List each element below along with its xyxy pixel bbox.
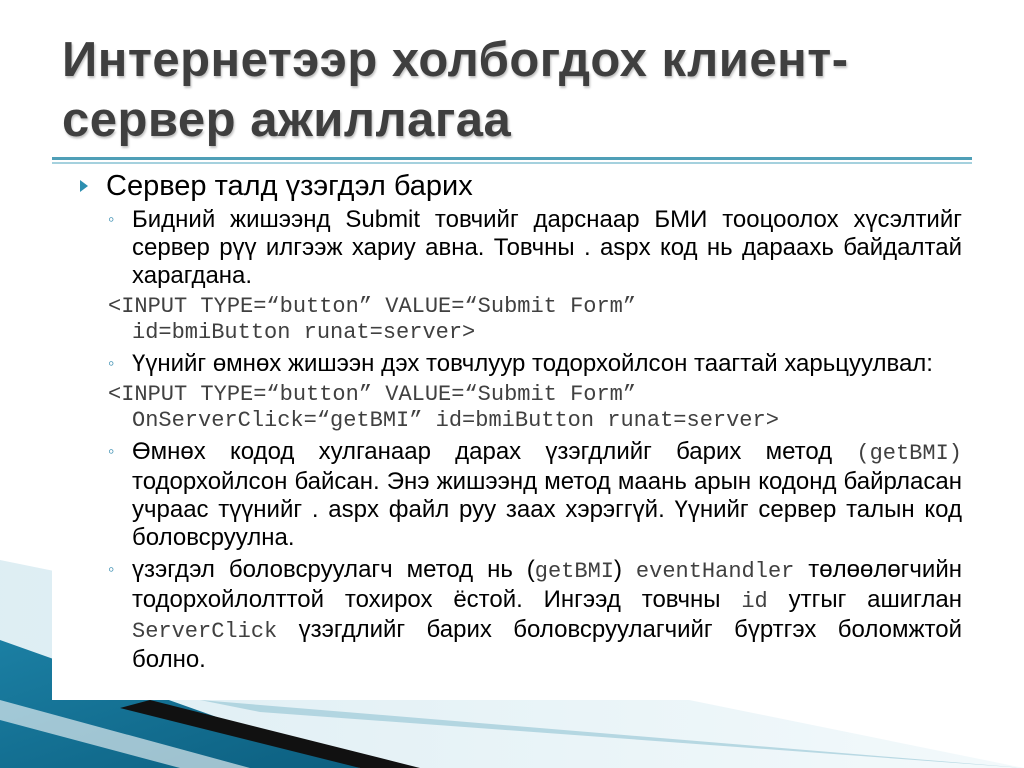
bullet-text: үзэгдлийг барих боловсруулагчийг бүртгэх боломжтой болно. bbox=[132, 616, 962, 673]
bullet-heading: Сервер талд үзэгдэл барих bbox=[106, 170, 473, 202]
code-line: <INPUT TYPE=“button” VALUE=“Submit Form” bbox=[108, 294, 637, 319]
title-divider-light bbox=[52, 162, 972, 164]
bullet-text: утгыг ашиглан bbox=[767, 586, 962, 613]
slide-title bbox=[62, 30, 982, 150]
title-line-2: сервер ажиллагаа bbox=[62, 93, 512, 147]
code-block-1 bbox=[80, 294, 962, 346]
bullet-text: ) bbox=[614, 556, 636, 583]
ring-bullet-icon: ◦ bbox=[108, 559, 115, 579]
ring-bullet-icon: ◦ bbox=[108, 441, 115, 461]
slide-body bbox=[80, 168, 962, 678]
inline-code: (getBMI) bbox=[856, 441, 962, 466]
ring-bullet-icon: ◦ bbox=[108, 353, 115, 373]
inline-code: getBMI bbox=[534, 559, 614, 584]
title-line-1: Интернетээр холбогдох клиент- bbox=[62, 33, 849, 87]
bullet-item-1 bbox=[80, 206, 962, 290]
triangle-bullet-icon bbox=[80, 180, 88, 192]
bullet-text: үзэгдэл боловсруулагч метод нь ( bbox=[132, 556, 535, 583]
bullet-text: Үүнийг өмнөх жишээн дэх товчлуур тодорхойлсон таагтай харьцуулвал: bbox=[132, 350, 933, 377]
bullet-text: Бидний жишээнд Submit товчийг дарснаар БМИ тооцоолох хүсэлтийг сервер рүү илгээж хариу авна. Товчны . aspx код нь дараахь байдалтай харагдана. bbox=[132, 206, 962, 289]
bullet-text: тодорхойлсон байсан. Энэ жишээнд метод маань арын кодонд байрласан учраас түүнийг . aspx файл руу заах хэрэггүй. Үүнийг сервер талын код боловсруулна. bbox=[132, 468, 962, 551]
code-line: <INPUT TYPE=“button” VALUE=“Submit Form” bbox=[108, 382, 637, 407]
bullet-item-3 bbox=[80, 438, 962, 552]
bullet-item-4 bbox=[80, 556, 962, 674]
inline-code: eventHandler bbox=[635, 559, 795, 584]
code-block-2 bbox=[80, 382, 962, 434]
bullet-text: Өмнөх кодод хулганаар дарах үзэгдлийг барих метод bbox=[132, 438, 857, 465]
bullet-text: төлөөлөгчийн тодорхойлолттой тохирох ёстой. Ингээд товчны bbox=[132, 556, 962, 613]
code-line: id=bmiButton runat=server> bbox=[132, 320, 476, 345]
code-line: OnServerClick=“getBMI” id=bmiButton runat=server> bbox=[132, 408, 779, 433]
inline-code: id bbox=[741, 589, 768, 614]
title-divider bbox=[52, 157, 972, 160]
bullet-level1 bbox=[80, 168, 962, 204]
inline-code: ServerClick bbox=[132, 619, 278, 644]
ring-bullet-icon: ◦ bbox=[108, 209, 115, 229]
bullet-item-2 bbox=[80, 350, 962, 378]
